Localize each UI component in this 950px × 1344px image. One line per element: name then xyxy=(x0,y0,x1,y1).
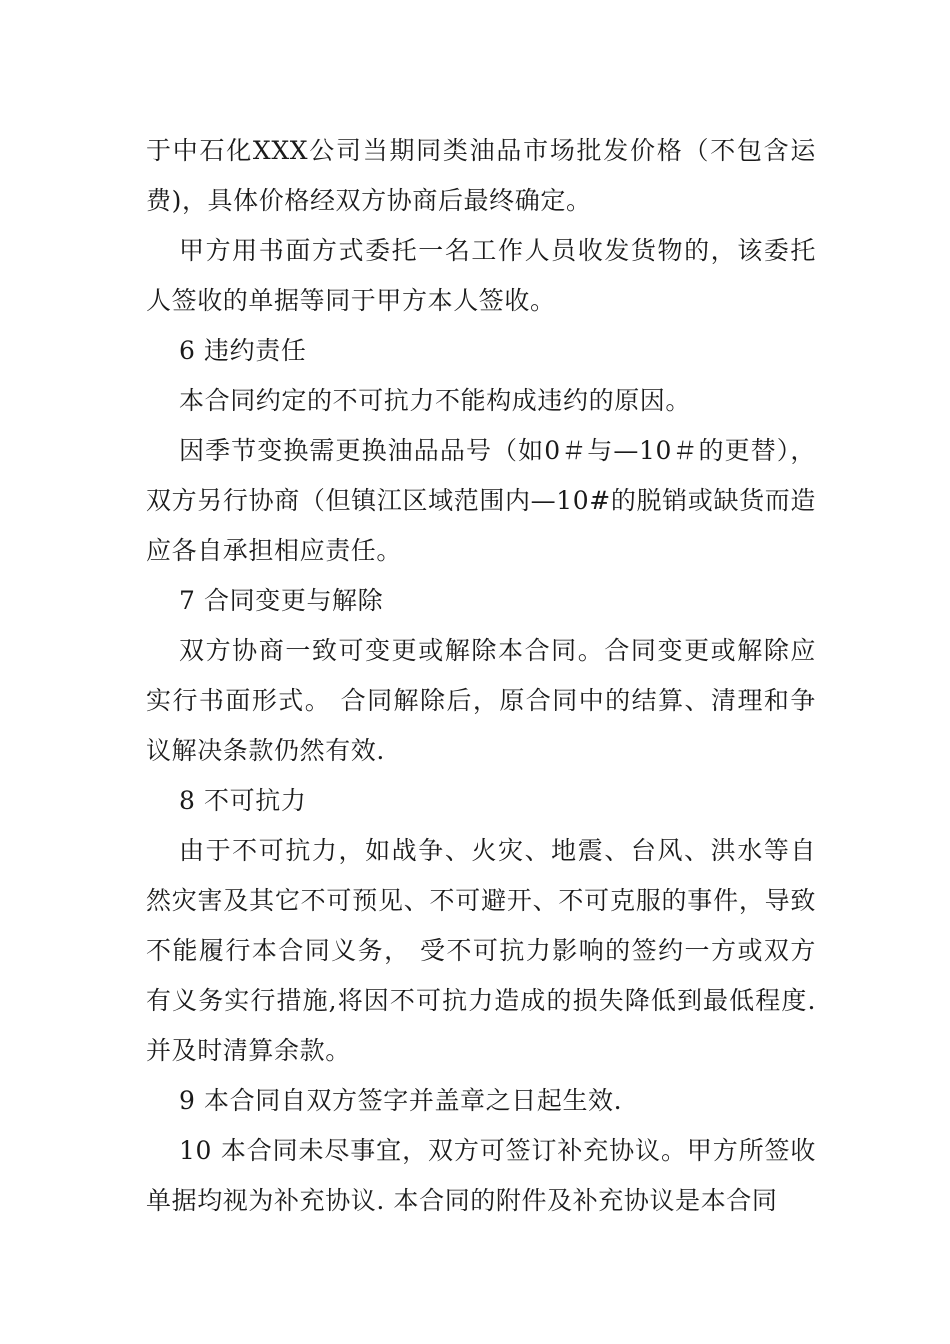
document-body xyxy=(146,126,816,1226)
paragraph-change-termination: 双方协商一致可变更或解除本合同。合同变更或解除应实行书面形式。 合同解除后，原合同中的结算、清理和争议解决条款仍然有效. xyxy=(146,636,816,765)
section-heading-force-majeure: 8 不可抗力 xyxy=(179,786,307,815)
paragraph-price-clause: 于中石化XXX公司当期同类油品市场批发价格（不包含运费)，具体价格经双方协商后最终确定。 xyxy=(146,136,816,215)
paragraph-supplementary: 10 本合同未尽事宜，双方可签订补充协议。甲方所签收单据均视为补充协议. 本合同的附件及补充协议是本合同 xyxy=(146,1136,816,1215)
paragraph-seasonal-change: 因季节变换需更换油品品号（如0＃与—10＃的更替），双方另行协商（但镇江区域范围内—10#的脱销或缺货而造应各自承担相应责任。 xyxy=(146,436,816,565)
paragraph-force-majeure: 由于不可抗力，如战争、火灾、地震、台风、洪水等自然灾害及其它不可预见、不可避开、不可克服的事件，导致不能履行本合同义务， 受不可抗力影响的签约一方或双方有义务实行措施,将因不可抗力造成的损失降低到最低程度.并及时清算余款。 xyxy=(146,836,816,1065)
paragraph-force-majeure-not-breach: 本合同约定的不可抗力不能构成违约的原因。 xyxy=(179,386,692,415)
section-heading-change-termination: 7 合同变更与解除 xyxy=(179,586,384,615)
section-heading-breach: 6 违约责任 xyxy=(179,336,307,365)
paragraph-effective-date: 9 本合同自双方签字并盖章之日起生效. xyxy=(179,1086,623,1115)
paragraph-delegate-receipt: 甲方用书面方式委托一名工作人员收发货物的，该委托人签收的单据等同于甲方本人签收。 xyxy=(146,236,816,315)
